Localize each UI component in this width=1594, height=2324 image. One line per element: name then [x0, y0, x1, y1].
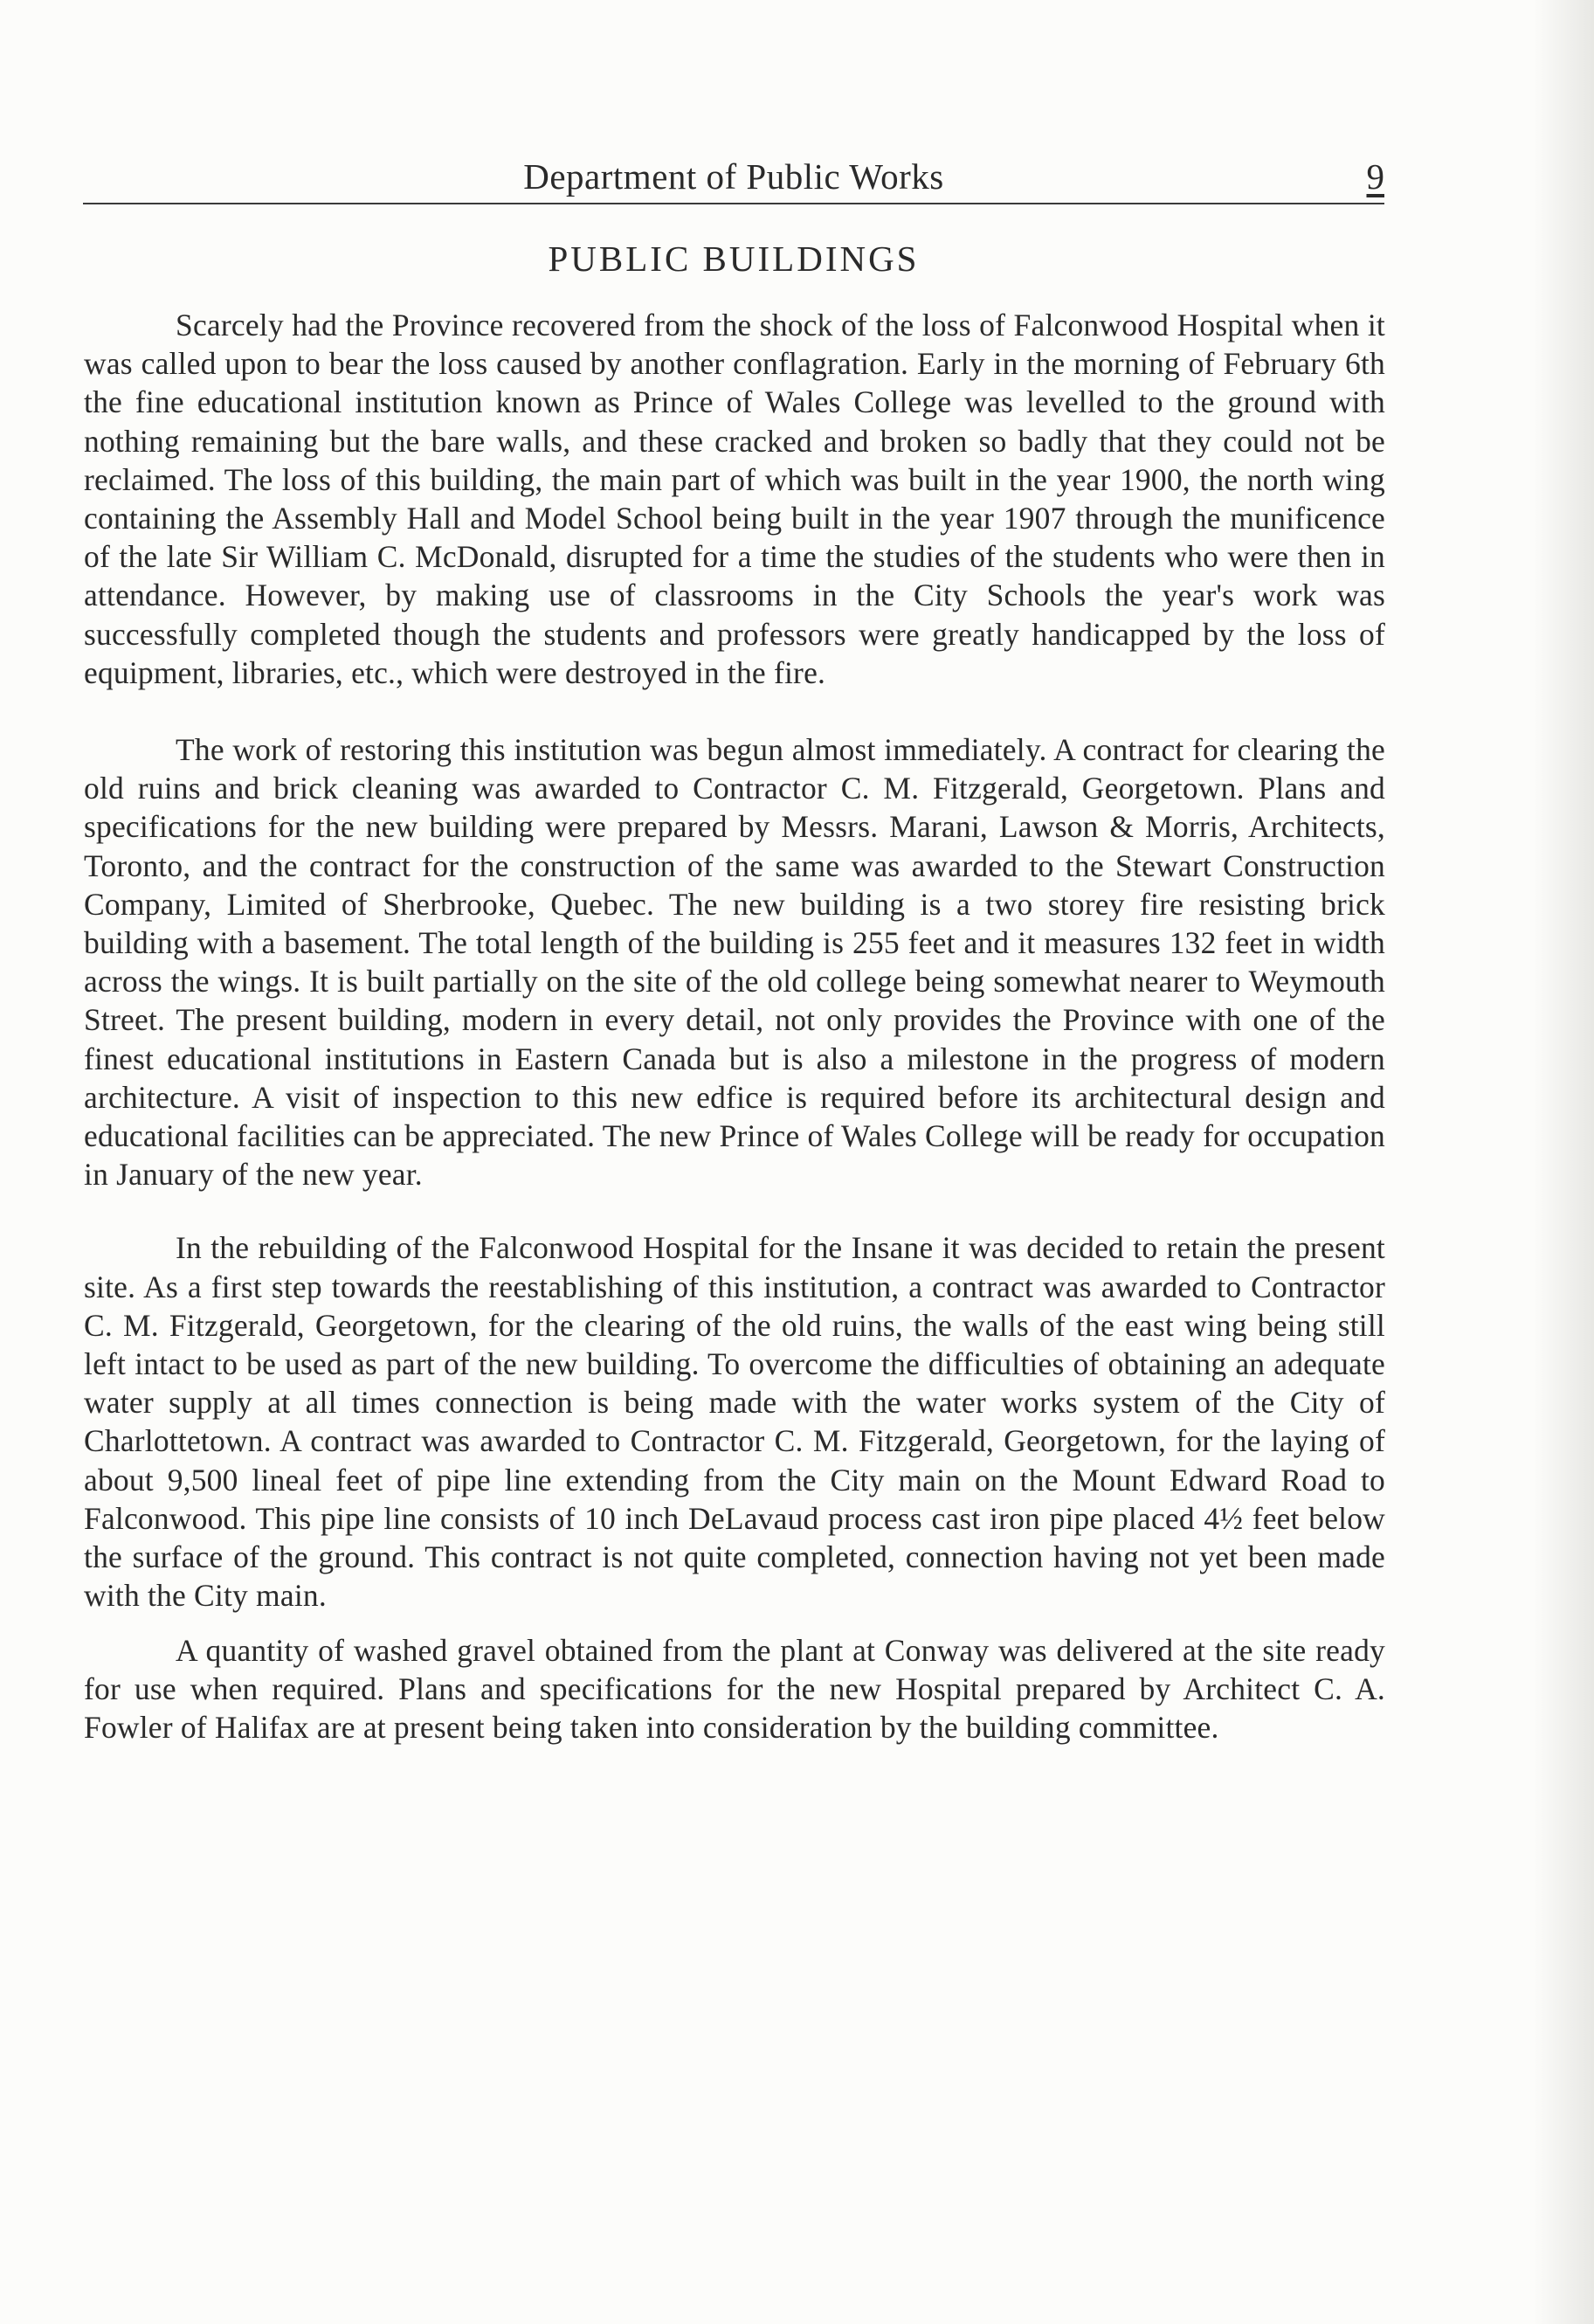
paragraph-prince-of-wales-fire: Scarcely had the Province recovered from the shock of the loss of Falconwood Hospital when it was called upon to bear the loss caused by another conflagration. Early in the morning of February 6th the fine educational institution known as Prince of Wales College was levelled to the ground with nothing remaining but the bare walls, and these cracked and broken so badly that they could not be reclaimed. The loss of this building, the main part of which was built in the year 1900, the north wing containing the Assembly Hall and Model School being built in the year 1907 through the munificence of the late Sir William C. McDonald, disrupted for a time the studies of the students who were then in attendance. However, by making use of classrooms in the City Schools the year's work was successfully completed though the students and professors were greatly handicapped by the loss of equipment, libraries, etc., which were destroyed in the fire. [84, 308, 1385, 690]
body-text [84, 306, 1385, 1746]
running-header [83, 149, 1384, 204]
paragraph-falconwood-rebuilding: In the rebuilding of the Falconwood Hospital for the Insane it was decided to retain the present site. As a first step towards the reestablishing of this institution, a contract was awarded to Contractor C. M. Fitzgerald, Georgetown, for the clearing of the old ruins, the walls of the east wing being still left intact to be used as part of the new building. To overcome the difficulties of obtaining an adequate water supply at all times connection is being made with the water works system of the City of Charlottetown. A contract was awarded to Contractor C. M. Fitzgerald, Georgetown, for the laying of about 9,500 lineal feet of pipe line extending from the City main on the Mount Edward Road to Falconwood. This pipe line consists of 10 inch DeLavaud process cast iron pipe placed 4½ feet below the surface of the ground. This contract is not quite completed, connection having not yet been made with the City main. [84, 1230, 1385, 1614]
paragraph-college-restoration: The work of restoring this institution was begun almost immediately. A contract for clearing the old ruins and brick cleaning was awarded to Contractor C. M. Fitzgerald, Georgetown. Plans and specifications for the new building were prepared by Messrs. Marani, Lawson & Morris, Architects, Toronto, and the contract for the construction of the same was awarded to the Stewart Construction Company, Limited of Sherbrooke, Quebec. The new building is a two storey fire resisting brick building with a basement. The total length of the building is 255 feet and it measures 132 feet in width across the wings. It is built partially on the site of the old college being somewhat nearer to Weymouth Street. The present building, modern in every detail, not only provides the Province with one of the finest educational institutions in Eastern Canada but is also a milestone in the progress of modern architecture. A visit of inspection to this new edfice is required before its architectural design and educational facilities can be appreciated. The new Prince of Wales College will be ready for occupation in January of the new year. [84, 732, 1385, 1193]
page-number: 9 [1366, 156, 1384, 197]
page-edge-shadow [1533, 0, 1594, 2324]
paragraph-gravel-and-plans: A quantity of washed gravel obtained from the plant at Conway was delivered at the site ready for use when required. Plans and specifications for the new Hospital prepared by Architect C. A. Fowler of Halifax are at present being taken into consideration by the building committee. [84, 1632, 1385, 1745]
section-title: PUBLIC BUILDINGS [548, 239, 920, 279]
running-header-title: Department of Public Works [523, 156, 944, 197]
